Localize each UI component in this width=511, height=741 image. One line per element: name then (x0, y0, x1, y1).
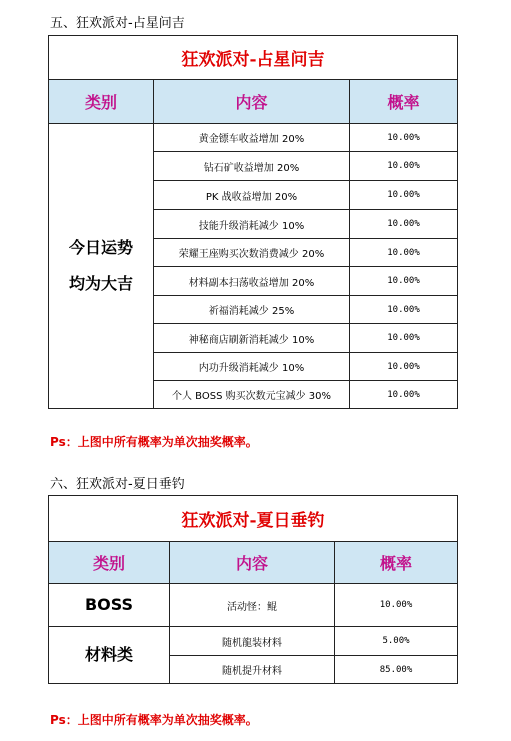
table-row-content: 神秘商店刷新消耗减少 10% (154, 324, 350, 353)
table-row-probability: 10.00% (335, 584, 458, 627)
note-prefix: Ps： (50, 713, 78, 727)
header-category: 类别 (49, 542, 170, 584)
header-content: 内容 (170, 542, 335, 584)
category-cell (49, 124, 154, 409)
table-row-content: 技能升级消耗减少 10% (154, 210, 350, 239)
table-row-content: 荣耀王座购买次数消费减少 20% (154, 239, 350, 267)
table-row-probability: 10.00% (350, 210, 458, 239)
header-probability: 概率 (350, 80, 458, 124)
table-row-content: 黄金镖车收益增加 20% (154, 124, 350, 152)
table-row-probability: 10.00% (350, 353, 458, 381)
section-6-note (50, 711, 258, 728)
header-category: 类别 (49, 80, 154, 124)
table-row-probability: 10.00% (350, 152, 458, 181)
table-row-probability: 10.00% (350, 239, 458, 267)
table-row-content: 材料副本扫荡收益增加 20% (154, 267, 350, 296)
section-6-heading: 六、狂欢派对-夏日垂钓 (50, 477, 185, 492)
table-row-probability: 5.00% (335, 627, 458, 656)
table-row-probability: 10.00% (350, 124, 458, 152)
table-title: 狂欢派对-占星问吉 (49, 36, 458, 80)
table-row-content: PK 战收益增加 20% (154, 181, 350, 210)
table-row-content: 随机提升材料 (170, 656, 335, 684)
category-line-1: 今日运势 (68, 238, 133, 257)
note-text: 上图中所有概率为单次抽奖概率。 (77, 435, 258, 449)
table-row-probability: 10.00% (350, 267, 458, 296)
star-fortune-table (48, 35, 458, 409)
header-probability: 概率 (335, 542, 458, 584)
table-row-content: 个人 BOSS 购买次数元宝减少 30% (154, 381, 350, 409)
table-row-content: 活动怪：鲲 (170, 584, 335, 627)
header-content: 内容 (154, 80, 350, 124)
table-row-content: 钻石矿收益增加 20% (154, 152, 350, 181)
table-row-content: 随机龍装材料 (170, 627, 335, 656)
category-cell: BOSS (49, 584, 170, 627)
table-row-probability: 10.00% (350, 296, 458, 324)
table-row-probability: 10.00% (350, 381, 458, 409)
table-row-content: 内功升级消耗减少 10% (154, 353, 350, 381)
table-title: 狂欢派对-夏日垂钓 (49, 496, 458, 542)
table-row-probability: 10.00% (350, 181, 458, 210)
table-row-probability: 10.00% (350, 324, 458, 353)
category-line-2: 均为大吉 (68, 274, 133, 293)
section-5-note (50, 433, 258, 450)
table-row-probability: 85.00% (335, 656, 458, 684)
note-prefix: Ps： (50, 435, 78, 449)
table-row-content: 祈福消耗减少 25% (154, 296, 350, 324)
section-5-heading: 五、狂欢派对-占星问吉 (50, 16, 185, 31)
note-text: 上图中所有概率为单次抽奖概率。 (77, 713, 258, 727)
summer-fishing-table (48, 495, 458, 684)
category-cell: 材料类 (49, 627, 170, 684)
